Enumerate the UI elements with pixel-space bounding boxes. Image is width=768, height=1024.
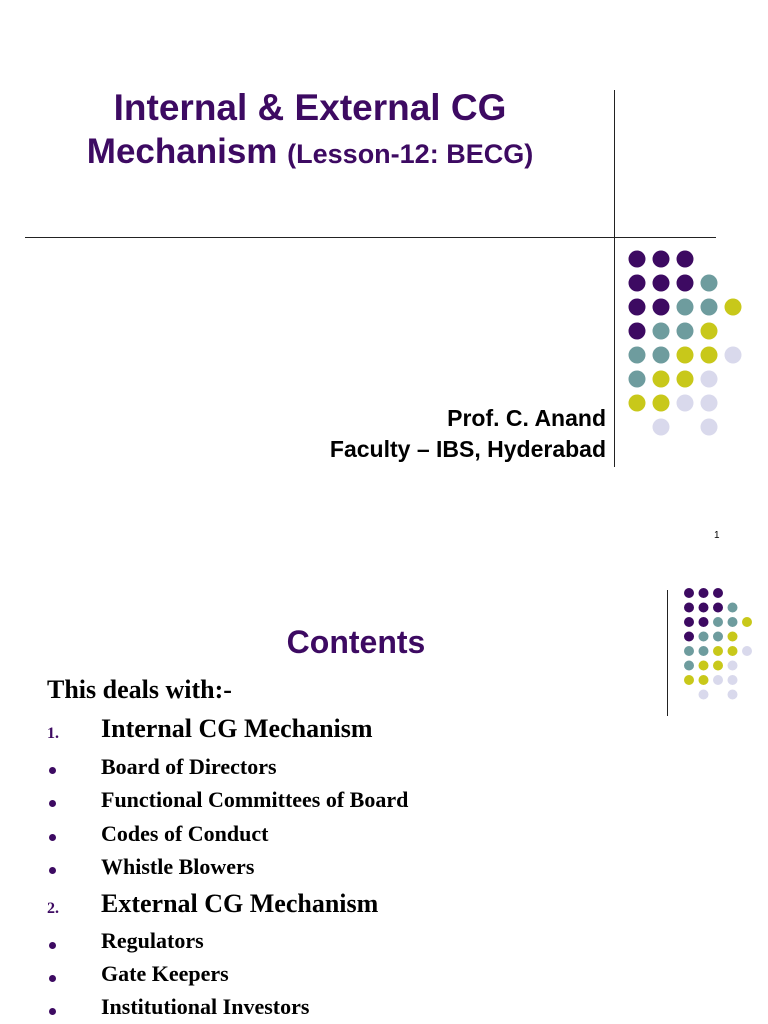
slide1-title [0, 86, 620, 176]
slide1-author-block [330, 403, 606, 465]
decor-dot [629, 371, 646, 388]
decor-dot [713, 603, 723, 613]
list-item: Functional Committees of Board [101, 787, 409, 812]
decor-dot [677, 251, 694, 268]
decor-dot [629, 275, 646, 292]
decor-dot [728, 661, 738, 671]
decor-dot [677, 299, 694, 316]
decor-dot [653, 251, 670, 268]
decor-dot [684, 675, 694, 685]
decor-dot [653, 275, 670, 292]
author-affiliation: Faculty – IBS, Hyderabad [329, 436, 606, 462]
decor-dot [728, 690, 738, 700]
decor-dot [684, 603, 694, 613]
decor-dot [701, 419, 718, 436]
bullet-icon [49, 1008, 56, 1015]
decor-dot [701, 323, 718, 340]
decor-dot [713, 675, 723, 685]
decor-dot [677, 395, 694, 412]
slide1-vertical-rule [614, 90, 615, 467]
decor-dot [742, 617, 752, 627]
decor-dot [653, 299, 670, 316]
decor-dot [713, 632, 723, 642]
slide1-dot-grid-decoration [620, 240, 750, 440]
decor-dot [684, 588, 694, 598]
decor-dot [701, 299, 718, 316]
decor-dot [629, 395, 646, 412]
section-2-number: 2. [47, 900, 59, 917]
slide1-title-line2 [0, 130, 620, 176]
decor-dot [728, 675, 738, 685]
slide1-title-main: Mechanism [86, 132, 278, 171]
slide2-intro: This deals with:- [47, 675, 232, 704]
slide2-title: Contents [286, 624, 426, 660]
decor-dot [653, 323, 670, 340]
list-item: Institutional Investors [101, 994, 310, 1019]
decor-dot [725, 299, 742, 316]
list-item: Codes of Conduct [101, 821, 269, 846]
decor-dot [701, 275, 718, 292]
bullet-icon [49, 975, 56, 982]
section-2-heading: External CG Mechanism [101, 889, 379, 918]
decor-dot [701, 371, 718, 388]
decor-dot [713, 646, 723, 656]
decor-dot [725, 347, 742, 364]
decor-dot [677, 275, 694, 292]
list-item: Gate Keepers [101, 961, 229, 986]
decor-dot [677, 323, 694, 340]
decor-dot [699, 675, 709, 685]
bullet-icon [49, 800, 56, 807]
list-item: Regulators [101, 928, 204, 953]
decor-dot [699, 661, 709, 671]
bullet-icon [49, 867, 56, 874]
decor-dot [701, 395, 718, 412]
decor-dot [713, 588, 723, 598]
decor-dot [699, 588, 709, 598]
list-item: Whistle Blowers [101, 854, 255, 879]
slide1-title-line1: Internal & External CG [113, 87, 507, 128]
decor-dot [728, 632, 738, 642]
section-1-heading: Internal CG Mechanism [101, 714, 373, 743]
slide1-title-sub: (Lesson-12: BECG) [287, 139, 534, 169]
section-1-number: 1. [47, 725, 59, 742]
decor-dot [684, 661, 694, 671]
list-item: Board of Directors [101, 754, 277, 779]
decor-dot [713, 617, 723, 627]
page-number: 1 [714, 530, 720, 541]
decor-dot [653, 419, 670, 436]
slide1-horizontal-rule [25, 237, 716, 238]
author-name: Prof. C. Anand [447, 405, 606, 431]
decor-dot [677, 371, 694, 388]
decor-dot [728, 646, 738, 656]
bullet-icon [49, 767, 56, 774]
bullet-icon [49, 942, 56, 949]
decor-dot [699, 603, 709, 613]
decor-dot [629, 251, 646, 268]
bullet-icon [49, 834, 56, 841]
decor-dot [728, 617, 738, 627]
decor-dot [653, 371, 670, 388]
decor-dot [728, 603, 738, 613]
decor-dot [653, 347, 670, 364]
decor-dot [629, 299, 646, 316]
decor-dot [713, 661, 723, 671]
decor-dot [701, 347, 718, 364]
decor-dot [742, 646, 752, 656]
decor-dot [629, 347, 646, 364]
decor-dot [699, 690, 709, 700]
decor-dot [677, 347, 694, 364]
decor-dot [629, 323, 646, 340]
decor-dot [653, 395, 670, 412]
